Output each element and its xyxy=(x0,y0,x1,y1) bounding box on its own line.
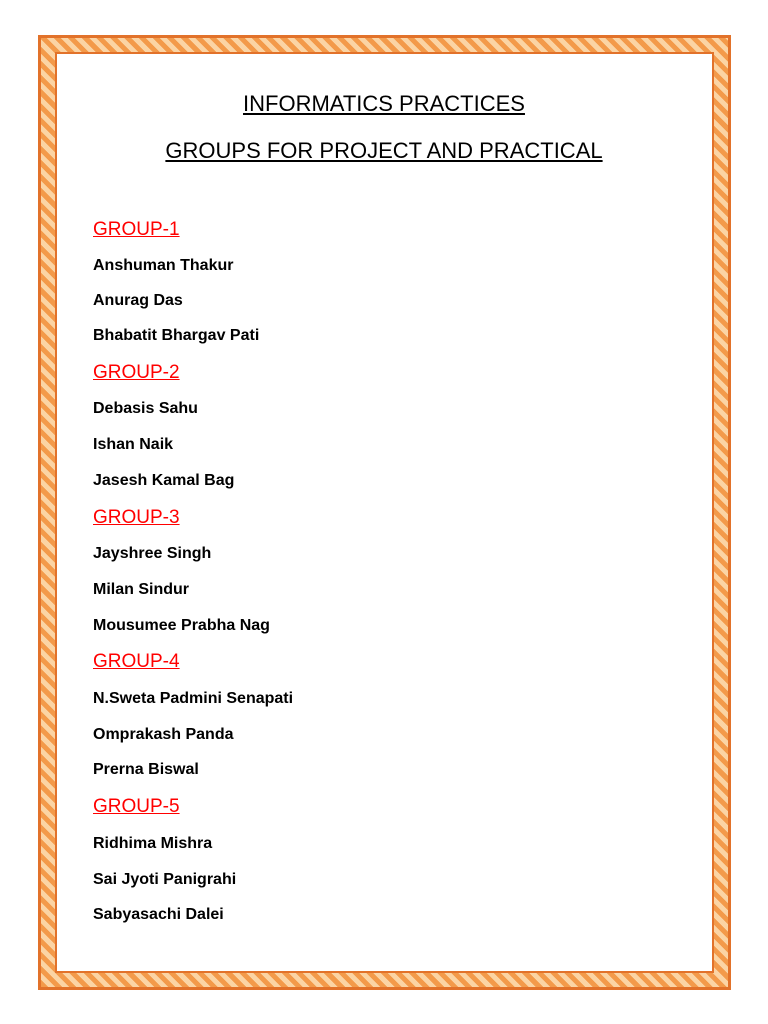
group-member: Anurag Das xyxy=(93,292,183,309)
group-heading: GROUP-2 xyxy=(93,362,180,383)
group-member: Bhabatit Bhargav Pati xyxy=(93,327,260,344)
group-member: Jasesh Kamal Bag xyxy=(93,472,235,489)
group-member: Ishan Naik xyxy=(93,436,174,453)
group-member: Debasis Sahu xyxy=(93,400,198,417)
group-member: Jayshree Singh xyxy=(93,545,212,562)
group-member: Omprakash Panda xyxy=(93,726,234,743)
group-heading: GROUP-3 xyxy=(93,507,180,528)
group-member: N.Sweta Padmini Senapati xyxy=(93,690,294,707)
group-member: Sabyasachi Dalei xyxy=(93,906,224,923)
group-member: Anshuman Thakur xyxy=(93,257,234,274)
group-member: Mousumee Prabha Nag xyxy=(93,617,270,634)
group-member: Sai Jyoti Panigrahi xyxy=(93,871,237,888)
group-member: Milan Sindur xyxy=(93,581,189,598)
document-subtitle: GROUPS FOR PROJECT AND PRACTICAL xyxy=(165,138,603,163)
group-heading: GROUP-4 xyxy=(93,651,180,672)
group-heading: GROUP-1 xyxy=(93,219,180,240)
group-heading: GROUP-5 xyxy=(93,796,180,817)
group-member: Ridhima Mishra xyxy=(93,835,213,852)
group-member: Prerna Biswal xyxy=(93,761,199,778)
document-title: INFORMATICS PRACTICES xyxy=(243,91,525,116)
